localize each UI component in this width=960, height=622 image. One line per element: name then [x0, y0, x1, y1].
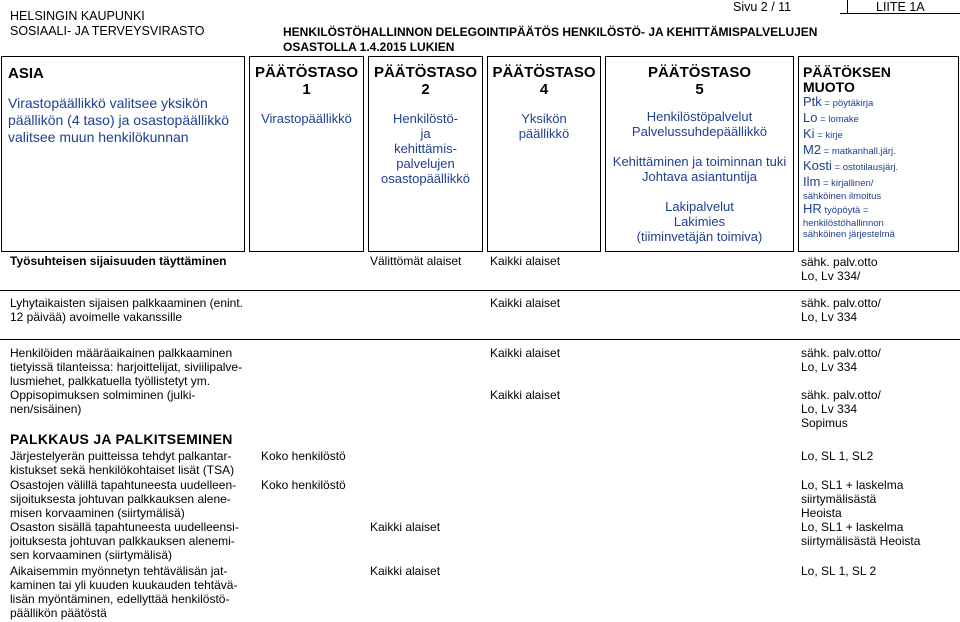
row-8-level-2: Kaikki alaiset	[370, 564, 441, 578]
row-4-level-4: Kaikki alaiset	[490, 388, 561, 402]
row-7-level-2: Kaikki alaiset	[370, 520, 441, 534]
row-4-label: Oppisopimuksen solmiminen (julki- nen/sisäinen)	[10, 388, 196, 416]
level-1-role: Virastopäällikkö	[261, 111, 352, 126]
level-2-role: Henkilöstö- ja kehittämis- palvelujen osastopäällikkö	[381, 111, 470, 186]
row-1-label: Työsuhteisen sijaisuuden täyttäminen	[10, 254, 227, 268]
row-7-form: Lo, SL1 + laskelma siirtymälisästä Heoista	[801, 520, 921, 548]
row-8-form: Lo, SL 1, SL 2	[801, 564, 877, 578]
row-7-label: Osaston sisällä tapahtuneesta uudelleensi- joituksesta johtuvan palkkauksen alenemi- sen korvaaminen (siirtymälisä)	[10, 520, 239, 562]
level-2-box	[368, 56, 483, 252]
header-divider	[847, 0, 848, 13]
row-8-label: Aikaisemmin myönnetyn tehtävälisän jat- kaminen tai yli kuuden kuukauden tehtävä- lisän myöntäminen, edellyttää henkilöstö- päällikön päätöstä	[10, 564, 238, 620]
decision-form-box: PÄÄTÖKSEN MUOTO Ptk = pöytäkirja Lo = lomake Ki = kirje M2 = matkanhall.järj. Kosti = ostotilausjärj. Ilm = kirjallinen/ sähköinen ilmoitus HR työpöytä = henkilöstöhallinnon sähköinen järjestelmä	[798, 56, 959, 252]
organization-name	[10, 9, 205, 39]
row-divider	[0, 290, 960, 291]
org-line-2: SOSIAALI- JA TERVEYSVIRASTO	[10, 24, 205, 38]
level-4-role: Yksikön päällikkö	[518, 111, 570, 141]
attachment-label: LIITE 1A	[876, 0, 925, 14]
asia-box	[1, 56, 245, 252]
legal-services: Lakipalvelut	[665, 199, 734, 214]
row-5-level-1: Koko henkilöstö	[261, 449, 346, 463]
row-1-form: sähk. palv.otto Lo, Lv 334/	[801, 255, 878, 283]
level-4-box	[487, 56, 601, 252]
row-6-level-1: Koko henkilöstö	[261, 478, 346, 492]
section-heading-pay: PALKKAUS JA PALKITSEMINEN	[10, 431, 233, 447]
development-support: Kehittäminen ja toiminnan tuki	[612, 154, 787, 169]
row-1-level-4: Kaikki alaiset	[490, 254, 561, 268]
row-3-level-4: Kaikki alaiset	[490, 346, 561, 360]
hr-services: Henkilöstöpalvelut	[646, 109, 753, 124]
level-4-heading: PÄÄTÖSTASO 4	[492, 64, 596, 98]
row-6-form: Lo, SL1 + laskelma siirtymälisästä Heoista	[801, 478, 904, 520]
row-divider	[0, 339, 960, 340]
decision-form-heading: PÄÄTÖKSEN MUOTO	[803, 64, 891, 95]
level-2-heading: PÄÄTÖSTASO 2	[373, 64, 478, 98]
row-4-form: sähk. palv.otto/ Lo, Lv 334 Sopimus	[801, 388, 881, 430]
level-5-heading: PÄÄTÖSTASO 5	[647, 64, 752, 98]
level-1-heading: PÄÄTÖSTASO 1	[254, 64, 359, 98]
page-number: Sivu 2 / 11	[733, 0, 792, 14]
org-line-1: HELSINGIN KAUPUNKI	[10, 9, 145, 23]
row-3-label: Henkilöiden määräaikainen palkkaaminen tietyissä tilanteissa: harjoittelijat, siviilipalve- lusmiehet, palkkatuella työllistetyt ym.	[10, 346, 243, 388]
row-6-label: Osastojen välillä tapahtuneesta uudelleen- sijoituksesta johtuvan palkkauksen alene- misen korvaaminen (siirtymälisä)	[10, 478, 237, 520]
row-2-level-4: Kaikki alaiset	[490, 296, 561, 310]
title-line-1: HENKILÖSTÖHALLINNON DELEGOINTIPÄÄTÖS HENKILÖSTÖ- JA KEHITTÄMISPALVELUJEN	[283, 25, 818, 39]
level-5-box	[605, 56, 794, 252]
row-3-form: sähk. palv.otto/ Lo, Lv 334	[801, 346, 881, 374]
row-5-label: Järjestelyerän puitteissa tehdyt palkantar- kistukset sekä henkilökohtaiset lisät (TSA)	[10, 449, 235, 477]
asia-heading: ASIA	[8, 65, 44, 82]
level-1-box	[249, 56, 364, 252]
asia-text: Virastopäällikkö valitsee yksikön päällikön (4 taso) ja osastopäällikkö valitsee muun henkilökunnan	[8, 95, 230, 145]
row-2-form: sähk. palv.otto/ Lo, Lv 334	[801, 296, 881, 324]
document-title	[283, 25, 843, 55]
title-line-2: OSASTOLLA 1.4.2015 LUKIEN	[283, 40, 455, 54]
row-1-level-2: Välittömät alaiset	[370, 254, 462, 268]
row-2-label: Lyhytaikaisten sijaisen palkkaaminen (enint. 12 päivää) avoimelle vakanssille	[10, 296, 244, 324]
level-5-roles: Henkilöstöpalvelut Palvelussuhdepäällikkö Kehittäminen ja toiminnan tuki Johtava asiantuntija Lakipalvelut Lakimies (tiiminvetäjän toimiva)	[606, 109, 793, 244]
row-5-form: Lo, SL 1, SL2	[801, 449, 874, 463]
